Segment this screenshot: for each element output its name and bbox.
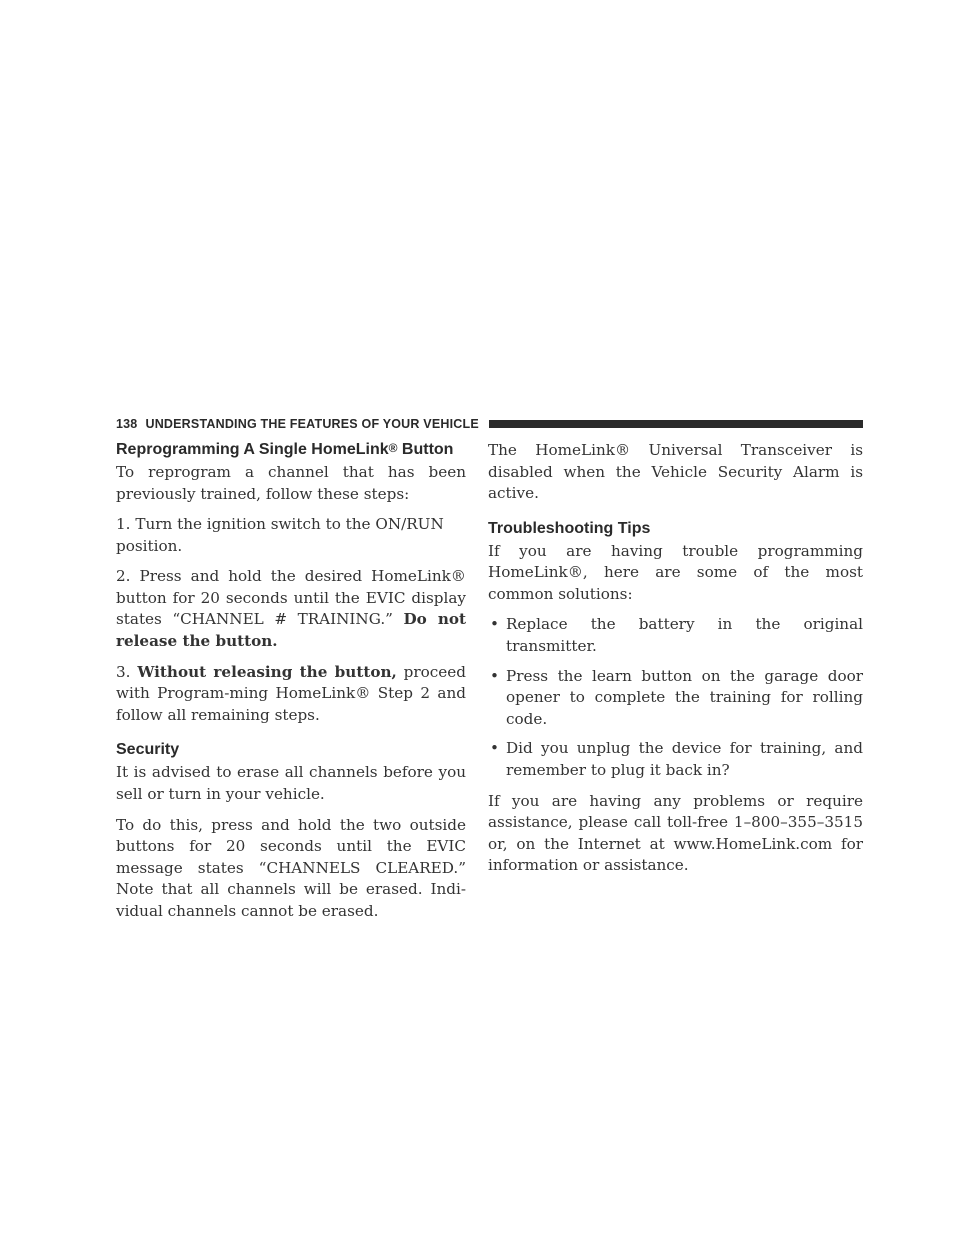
section-title: UNDERSTANDING THE FEATURES OF YOUR VEHICLE	[145, 417, 479, 431]
security-paragraph-2: To do this, press and hold the two outside buttons for 20 seconds until the EVIC message states “CHANNELS CLEARED.” Note that all channels will be erased. Indi-vidual channels cannot be erased.	[116, 815, 466, 920]
security-heading: Security	[116, 741, 180, 759]
security-paragraph-1: It is advised to erase all channels before you sell or turn in your vehicle.	[116, 763, 466, 803]
step-3: 3. Without releasing the button, proceed with Program-ming HomeLink® Step 2 and follow all remaining steps.	[116, 662, 466, 724]
page-number: 138	[116, 417, 138, 431]
troubleshooting-intro: If you are having trouble programming HomeLink®, here are some of the most common solutions:	[488, 541, 863, 603]
right-column	[488, 440, 863, 886]
list-item: • Replace the battery in the original transmitter.	[490, 615, 863, 656]
list-item: • Press the learn button on the garage door opener to complete the training for rolling code.	[490, 666, 863, 728]
header-rule	[489, 420, 863, 428]
page-header	[116, 416, 863, 432]
list-item: • Did you unplug the device for training, and remember to plug it back in?	[490, 739, 863, 779]
troubleshooting-heading: Troubleshooting Tips	[488, 519, 651, 537]
step-1: 1. Turn the ignition switch to the ON/RUN position.	[116, 515, 444, 555]
reprogramming-intro: To reprogram a channel that has been previously trained, follow these steps:	[116, 463, 466, 503]
left-column	[116, 440, 466, 931]
reprogramming-heading: Reprogramming A Single HomeLink® Button	[116, 441, 454, 458]
step-2: 2. Press and hold the desired HomeLink® button for 20 seconds until the EVIC display states “CHANNEL # TRAINING.” Do not release the button.	[116, 567, 467, 651]
troubleshooting-list	[488, 614, 863, 781]
transceiver-note: The HomeLink® Universal Transceiver is disabled when the Vehicle Security Alarm is active.	[488, 441, 863, 503]
assistance-paragraph: If you are having any problems or require assistance, please call toll-free 1–800–355–3515 or, on the Internet at www.HomeLink.com for information or assistance.	[488, 791, 863, 875]
